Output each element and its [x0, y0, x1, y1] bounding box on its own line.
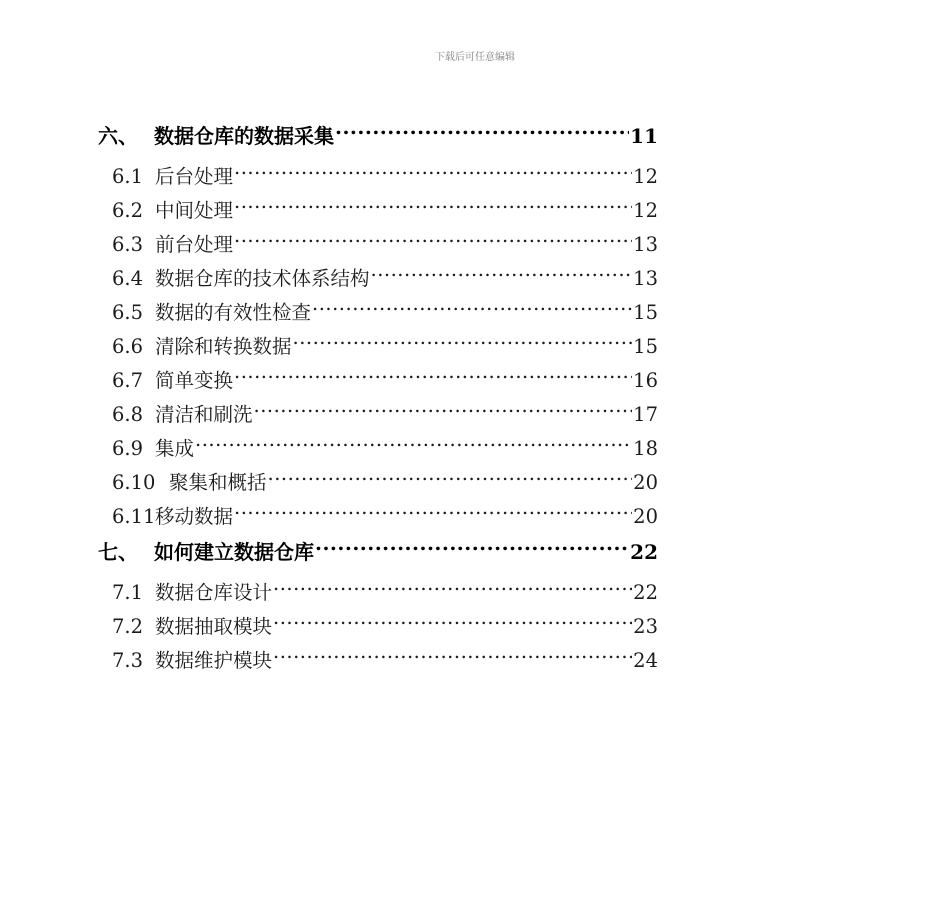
toc-title: 中间处理 — [155, 199, 234, 222]
toc-page-number: 11 — [630, 124, 658, 148]
toc-dot-leader — [273, 580, 632, 600]
toc-chapter-entry[interactable] — [98, 118, 658, 160]
toc-number: 七、 — [98, 540, 138, 564]
toc-page-number: 24 — [633, 649, 658, 672]
toc-number: 6.9 — [112, 437, 144, 460]
toc-title: 清洁和刷洗 — [155, 403, 253, 426]
toc-dot-leader — [335, 123, 629, 143]
toc-title: 清除和转换数据 — [155, 335, 292, 358]
toc-number: 7.1 — [112, 581, 144, 604]
toc-title: 后台处理 — [155, 165, 234, 188]
toc-title: 数据仓库的技术体系结构 — [155, 267, 370, 290]
toc-page-number: 20 — [633, 505, 658, 528]
toc-number: 六、 — [98, 124, 138, 148]
toc-section-entry[interactable] — [98, 432, 658, 466]
toc-number: 6.10 — [112, 471, 156, 494]
toc-page-number: 15 — [633, 301, 658, 324]
toc-number: 6.3 — [112, 233, 144, 256]
toc-number: 6.11 — [112, 505, 156, 528]
toc-section-entry[interactable] — [98, 500, 658, 534]
toc-section-entry[interactable] — [98, 576, 658, 610]
toc-dot-leader — [234, 368, 632, 388]
toc-page-number: 18 — [633, 437, 658, 460]
toc-number: 6.1 — [112, 165, 144, 188]
toc-section-entry[interactable] — [98, 398, 658, 432]
toc-dot-leader — [315, 539, 629, 559]
toc-page-number: 23 — [633, 615, 658, 638]
page-header-note: 下载后可任意编辑 — [435, 52, 515, 63]
toc-page-number: 12 — [633, 199, 658, 222]
toc-dot-leader — [371, 266, 633, 286]
toc-dot-leader — [312, 300, 632, 320]
toc-title: 数据仓库设计 — [155, 581, 273, 604]
toc-number: 6.4 — [112, 267, 144, 290]
toc-section-entry[interactable] — [98, 160, 658, 194]
toc-dot-leader — [268, 470, 633, 490]
toc-page-number: 13 — [633, 233, 658, 256]
toc-number: 7.3 — [112, 649, 144, 672]
toc-dot-leader — [293, 334, 633, 354]
toc-page-number: 17 — [633, 403, 658, 426]
toc-section-entry[interactable] — [98, 228, 658, 262]
toc-title: 聚集和概括 — [169, 471, 267, 494]
toc-dot-leader — [195, 436, 632, 456]
toc-dot-leader — [234, 164, 632, 184]
toc-number: 6.8 — [112, 403, 144, 426]
toc-section-entry[interactable] — [98, 644, 658, 678]
toc-page-number: 22 — [630, 540, 658, 564]
toc-section-entry[interactable] — [98, 466, 658, 500]
toc-section-entry[interactable] — [98, 610, 658, 644]
toc-number: 6.7 — [112, 369, 144, 392]
toc-number: 7.2 — [112, 615, 144, 638]
toc-title: 移动数据 — [155, 505, 234, 528]
toc-title: 前台处理 — [155, 233, 234, 256]
toc-page-number: 12 — [633, 165, 658, 188]
toc-section-entry[interactable] — [98, 194, 658, 228]
toc-dot-leader — [254, 402, 633, 422]
toc-title: 集成 — [155, 437, 195, 460]
toc-title: 数据维护模块 — [155, 649, 273, 672]
toc-number: 6.6 — [112, 335, 144, 358]
toc-section-entry[interactable] — [98, 364, 658, 398]
toc-title: 数据仓库的数据采集 — [154, 124, 334, 148]
toc-title: 如何建立数据仓库 — [154, 540, 314, 564]
toc-page-number: 16 — [633, 369, 658, 392]
toc-dot-leader — [234, 504, 632, 524]
toc-section-entry[interactable] — [98, 296, 658, 330]
toc-dot-leader — [234, 232, 632, 252]
toc-number: 6.2 — [112, 199, 144, 222]
toc-number: 6.5 — [112, 301, 144, 324]
toc-chapter-entry[interactable] — [98, 534, 658, 576]
toc-dot-leader — [273, 648, 632, 668]
toc-page-number: 20 — [633, 471, 658, 494]
toc-title: 数据的有效性检查 — [155, 301, 312, 324]
toc-page-number: 15 — [633, 335, 658, 358]
toc-section-entry[interactable] — [98, 330, 658, 364]
toc-title: 简单变换 — [155, 369, 234, 392]
toc-page-number: 13 — [633, 267, 658, 290]
toc-dot-leader — [234, 198, 632, 218]
toc-section-entry[interactable] — [98, 262, 658, 296]
toc-title: 数据抽取模块 — [155, 615, 273, 638]
toc-page-number: 22 — [633, 581, 658, 604]
toc-dot-leader — [273, 614, 632, 634]
table-of-contents — [98, 118, 658, 678]
